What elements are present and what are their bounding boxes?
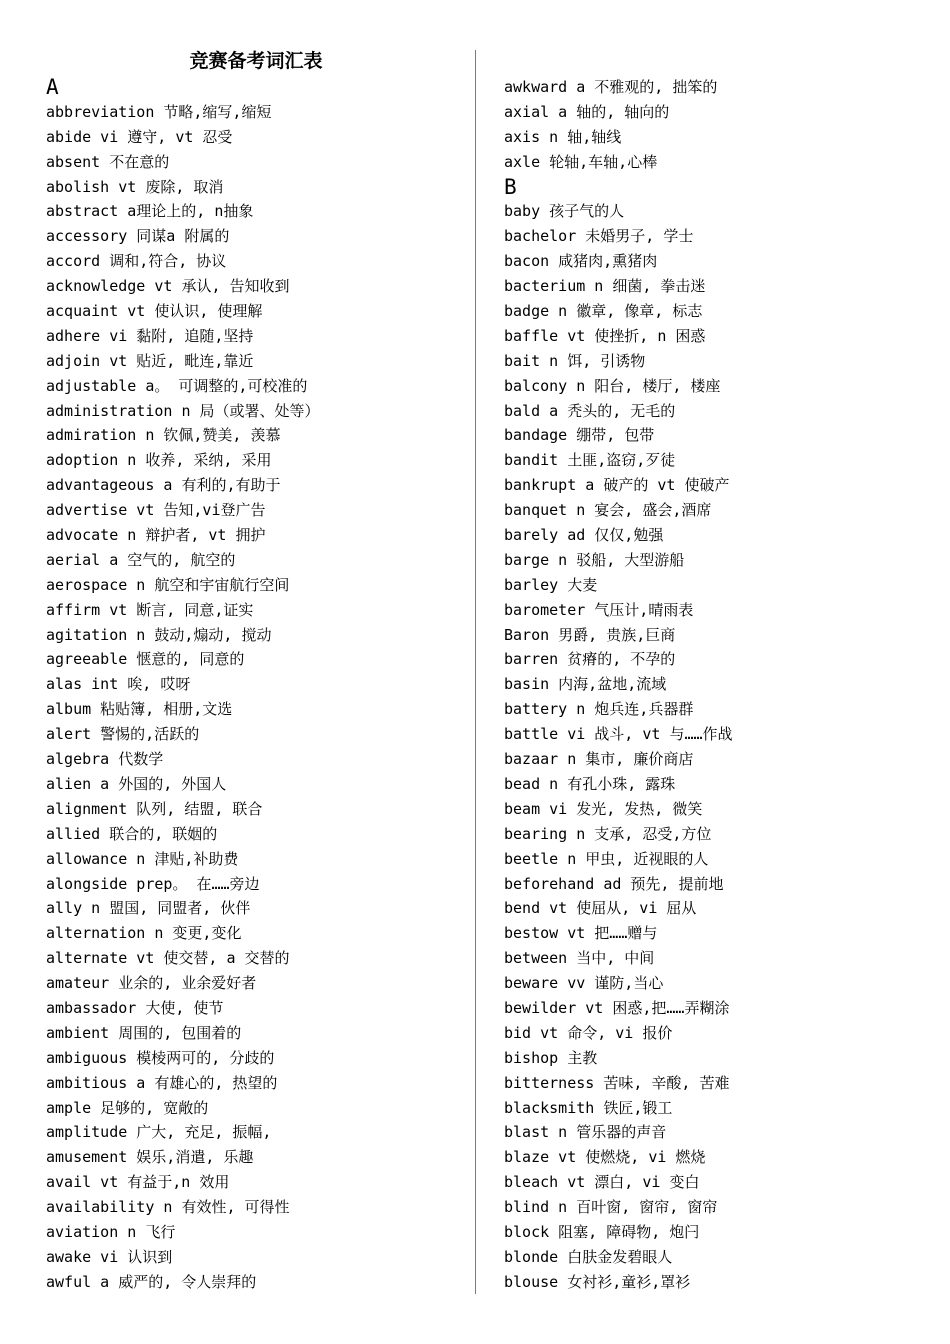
- vocab-entry: blonde 白肤金发碧眼人: [504, 1247, 673, 1266]
- vocab-entry: blast n 管乐器的声音: [504, 1123, 667, 1142]
- vocab-entry: bend vt 使屈从, vi 屈从: [504, 899, 697, 918]
- column-divider: [475, 50, 476, 1294]
- vocab-entry: bead n 有孔小珠, 露珠: [504, 774, 676, 793]
- vocab-entry: allied 联合的, 联姻的: [46, 824, 218, 843]
- vocab-entry: axis n 轴,轴线: [504, 127, 622, 146]
- vocab-entry: bacterium n 细菌, 拳击迷: [504, 277, 706, 296]
- vocab-entry: bishop 主教: [504, 1048, 598, 1067]
- vocab-entry: ambitious a 有雄心的, 热望的: [46, 1073, 278, 1092]
- vocab-entry: bandage 绷带, 包带: [504, 426, 655, 445]
- vocab-entry: block 阻塞, 障碍物, 炮闩: [504, 1222, 700, 1241]
- vocab-entry: bearing n 支承, 忍受,方位: [504, 824, 712, 843]
- vocab-entry: badge n 徽章, 像章, 标志: [504, 302, 703, 321]
- vocab-entry: bald a 秃头的, 无毛的: [504, 401, 676, 420]
- vocab-entry: availability n 有效性, 可得性: [46, 1198, 290, 1217]
- vocab-entry: barren 贫瘠的, 不孕的: [504, 650, 676, 669]
- vocab-entry: advertise vt 告知,vi登广告: [46, 501, 266, 520]
- vocab-entry: adjustable a。 可调整的,可校准的: [46, 376, 308, 395]
- vocab-entry: blaze vt 使燃烧, vi 燃烧: [504, 1148, 706, 1167]
- vocab-entry: acknowledge vt 承认, 告知收到: [46, 277, 290, 296]
- vocab-entry: adjoin vt 贴近, 毗连,靠近: [46, 351, 254, 370]
- vocab-entry: bait n 饵, 引诱物: [504, 351, 646, 370]
- vocab-entry: barley 大麦: [504, 575, 598, 594]
- vocab-entry: affirm vt 断言, 同意,证实: [46, 600, 254, 619]
- vocab-entry: advantageous a 有利的,有助于: [46, 476, 281, 495]
- right-column: [504, 48, 924, 1295]
- vocab-entry: bestow vt 把……赠与: [504, 924, 658, 943]
- vocab-entry: alongside prep。 在……旁边: [46, 874, 260, 893]
- right-word-list: [504, 75, 924, 1295]
- vocab-entry: amplitude 广大, 充足, 振幅,: [46, 1123, 272, 1142]
- vocab-entry: bandit 土匪,盗窃,歹徒: [504, 451, 676, 470]
- vocab-entry: aviation n 飞行: [46, 1222, 176, 1241]
- vocab-entry: admiration n 钦佩,赞美, 羡慕: [46, 426, 281, 445]
- vocab-entry: abstract a理论上的, n抽象: [46, 202, 254, 221]
- vocab-entry: abolish vt 废除, 取消: [46, 177, 224, 196]
- vocab-entry: algebra 代数学: [46, 750, 164, 769]
- vocab-entry: baffle vt 使挫折, n 困惑: [504, 326, 706, 345]
- vocab-entry: bacon 咸猪肉,熏猪肉: [504, 252, 658, 271]
- vocab-entry: blacksmith 铁匠,锻工: [504, 1098, 673, 1117]
- vocab-entry: allowance n 津贴,补助费: [46, 849, 239, 868]
- vocab-entry: axle 轮轴,车轴,心棒: [504, 152, 658, 171]
- vocab-entry: administration n 局（或署、处等）: [46, 401, 320, 420]
- vocab-entry: adoption n 收养, 采纳, 采用: [46, 451, 272, 470]
- vocab-entry: agreeable 惬意的, 同意的: [46, 650, 245, 669]
- vocab-entry: barge n 驳船, 大型游船: [504, 550, 685, 569]
- vocab-entry: awake vi 认识到: [46, 1247, 173, 1266]
- vocab-entry: beam vi 发光, 发热, 微笑: [504, 799, 703, 818]
- vocab-entry: alert 警惕的,活跃的: [46, 725, 200, 744]
- section-letter: B: [504, 174, 517, 199]
- vocab-entry: ally n 盟国, 同盟者, 伙伴: [46, 899, 251, 918]
- vocab-entry: ambassador 大使, 使节: [46, 998, 224, 1017]
- vocab-entry: amateur 业余的, 业余爱好者: [46, 974, 257, 993]
- vocab-entry: adhere vi 黏附, 追随,坚持: [46, 326, 254, 345]
- vocab-entry: ample 足够的, 宽敞的: [46, 1098, 209, 1117]
- vocab-entry: ambient 周围的, 包围着的: [46, 1023, 242, 1042]
- left-word-list: [46, 75, 456, 1295]
- vocab-entry: basin 内海,盆地,流域: [504, 675, 667, 694]
- page-title: 竞赛备考词汇表: [189, 50, 323, 72]
- vocab-entry: between 当中, 中间: [504, 949, 655, 968]
- vocab-entry: beetle n 甲虫, 近视眼的人: [504, 849, 709, 868]
- vocab-entry: bazaar n 集市, 廉价商店: [504, 750, 694, 769]
- vocab-entry: battery n 炮兵连,兵器群: [504, 700, 694, 719]
- vocab-entry: Baron 男爵, 贵族,巨商: [504, 625, 676, 644]
- vocab-entry: bitterness 苦味, 辛酸, 苦难: [504, 1073, 730, 1092]
- vocab-entry: bleach vt 漂白, vi 变白: [504, 1173, 700, 1192]
- left-column: [46, 48, 456, 1295]
- vocab-entry: album 粘贴簿, 相册,文选: [46, 700, 233, 719]
- vocab-entry: ambiguous 模棱两可的, 分歧的: [46, 1048, 275, 1067]
- vocab-entry: blind n 百叶窗, 窗帘, 窗帘: [504, 1198, 718, 1217]
- section-letter: A: [46, 75, 59, 99]
- vocab-entry: amusement 娱乐,消遣, 乐趣: [46, 1148, 254, 1167]
- vocab-entry: advocate n 辩护者, vt 拥护: [46, 526, 266, 545]
- vocab-entry: abide vi 遵守, vt 忍受: [46, 127, 233, 146]
- vocab-entry: acquaint vt 使认识, 使理解: [46, 302, 263, 321]
- vocab-entry: avail vt 有益于,n 效用: [46, 1173, 230, 1192]
- vocab-entry: bachelor 未婚男子, 学士: [504, 227, 694, 246]
- vocab-entry: bid vt 命令, vi 报价: [504, 1023, 673, 1042]
- vocab-entry: barometer 气压计,晴雨表: [504, 600, 694, 619]
- vocab-entry: bewilder vt 困惑,把……弄糊涂: [504, 998, 730, 1017]
- vocab-entry: awkward a 不雅观的, 拙笨的: [504, 78, 718, 96]
- vocab-entry: accord 调和,符合, 协议: [46, 252, 227, 271]
- vocab-entry: aerial a 空气的, 航空的: [46, 550, 236, 569]
- vocab-entry: alignment 队列, 结盟, 联合: [46, 799, 263, 818]
- vocab-entry: alternation n 变更,变化: [46, 924, 242, 943]
- vocab-entry: bankrupt a 破产的 vt 使破产: [504, 476, 730, 495]
- vocab-entry: absent 不在意的: [46, 152, 170, 171]
- vocab-entry: alternate vt 使交替, a 交替的: [46, 949, 290, 968]
- vocab-entry: banquet n 宴会, 盛会,酒席: [504, 501, 712, 520]
- vocab-entry: baby 孩子气的人: [504, 202, 625, 221]
- vocab-entry: abbreviation 节略,缩写,缩短: [46, 102, 272, 121]
- vocab-entry: alien a 外国的, 外国人: [46, 774, 227, 793]
- vocab-entry: axial a 轴的, 轴向的: [504, 102, 670, 121]
- vocab-entry: barely ad 仅仅,勉强: [504, 526, 664, 545]
- vocab-entry: battle vi 战斗, vt 与……作战: [504, 725, 733, 744]
- vocab-entry: balcony n 阳台, 楼厅, 楼座: [504, 376, 721, 395]
- vocab-entry: blouse 女衬衫,童衫,罩衫: [504, 1272, 691, 1291]
- vocab-entry: aerospace n 航空和宇宙航行空间: [46, 575, 290, 594]
- vocab-entry: beware vv 谨防,当心: [504, 974, 664, 993]
- vocab-entry: agitation n 鼓动,煽动, 搅动: [46, 625, 272, 644]
- vocab-entry: beforehand ad 预先, 提前地: [504, 874, 724, 893]
- vocab-entry: alas int 唉, 哎呀: [46, 675, 191, 694]
- vocab-entry: accessory 同谋a 附属的: [46, 227, 230, 246]
- vocab-entry: awful a 威严的, 令人崇拜的: [46, 1272, 257, 1291]
